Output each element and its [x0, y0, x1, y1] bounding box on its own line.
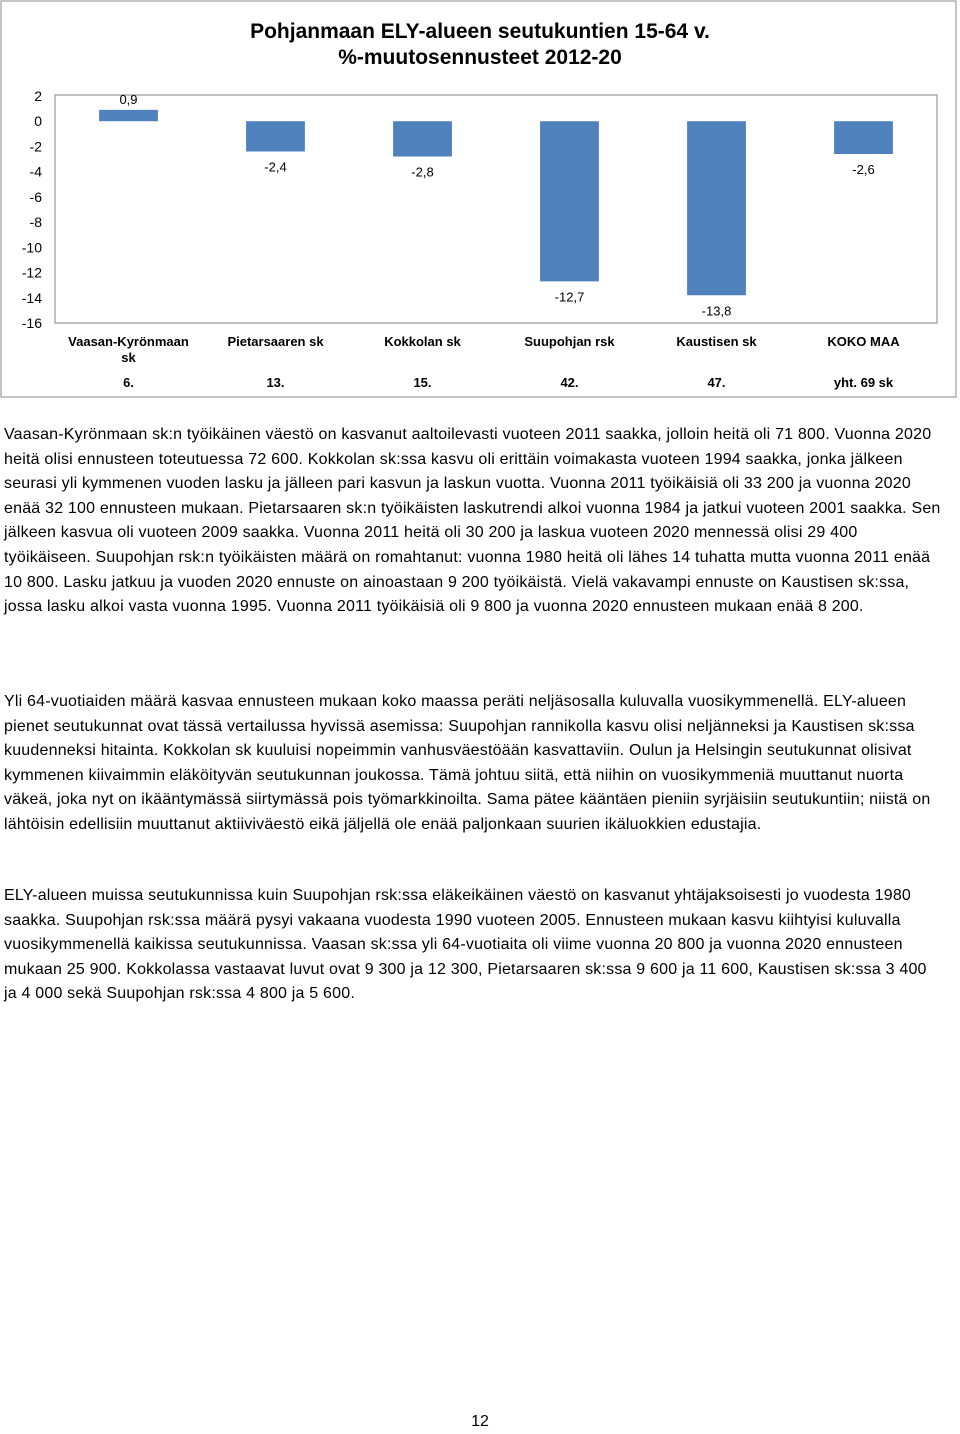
- data-label: 0,9: [119, 91, 138, 107]
- y-tick-label: -4: [29, 163, 42, 180]
- data-label: -2,8: [411, 164, 434, 180]
- paragraph-retirement-age: [4, 884, 944, 1007]
- paragraph-over-64: [4, 690, 944, 838]
- chart-subtitle: %-muutosennusteet 2012-20: [338, 46, 622, 69]
- y-tick-label: -6: [29, 188, 42, 205]
- category-label: Pietarsaaren sk: [227, 334, 324, 349]
- chart-title: Pohjanmaan ELY-alueen seutukuntien 15-64 v.: [250, 20, 710, 43]
- data-label: -13,8: [701, 303, 732, 319]
- page-number: 12: [471, 1413, 489, 1430]
- y-tick-label: 2: [34, 88, 42, 104]
- data-label: -12,7: [554, 289, 585, 305]
- paragraph-working-age: [4, 423, 944, 620]
- y-tick-label: 0: [34, 113, 42, 130]
- data-label: -2,4: [264, 159, 287, 175]
- y-tick-label: -16: [21, 315, 42, 331]
- bar: [99, 110, 158, 121]
- y-tick-label: -2: [29, 138, 42, 155]
- rank-label: 47.: [707, 375, 726, 390]
- rank-label: 6.: [123, 375, 134, 390]
- bar: [393, 121, 452, 156]
- rank-label: yht. 69 sk: [833, 375, 894, 390]
- rank-label: 13.: [266, 375, 285, 390]
- bar: [834, 121, 893, 154]
- paragraph-text: ELY-alueen muissa seutukunnissa kuin Suupohjan rsk:ssa eläkeikäinen väestö on kasvanut yhtäjaksoisesti jo vuodesta 1980 saakka. Suupohjan rsk:ssa määrä pysyi vakaana vuodesta 1990 vuoteen 2005. Ennusteen mukaan kasvu kiihtyisi kuluvalla vuosikymmenellä kaikissa seutukunnissa. Vaasan sk:ssa yli 64-vuotiaita oli viime vuonna 20 800 ja vuonna 2020 ennusteen mukaan 25 900. Kokkolassa vastaavat luvut ovat 9 300 ja 12 300, Pietarsaaren sk:ssa 9 600 ja 11 600, Kaustisen sk:ssa 3 400 ja 4 000 sekä Suupohjan rsk:ssa 4 800 ja 5 600.: [4, 887, 927, 1003]
- paragraph-text: Yli 64-vuotiaiden määrä kasvaa ennusteen mukaan koko maassa peräti neljäsosalla kuluvalla vuosikymmenellä. ELY-alueen pienet seutukunnat ovat tässä vertailussa hyvissä asemissa: Suupohjan rannikolla kasvu olisi neljänneksi ja Kaustisen sk:ssa kuudenneksi hitainta. Kokkolan sk kuuluisi nopeimmin vanhusväestöään kasvattaviin. Oulun ja Helsingin seutukunnat olisivat kymmenen kiivaimmin eläköityvän seutukunnan joukossa. Tämä johtuu siitä, että niihin on vuosikymmeniä muuttanut nuorta väkeä, joka nyt on ikääntymässä siirtymässä pois työmarkkinoilta. Sama pätee kääntäen pieniin syrjäisiin seutukuntiin; niistä on lähtöisin edellisiin muuttanut aktiiviväestö eikä jäljellä ole enää paljonkaan suurien ikäluokkien edustajia.: [4, 693, 931, 833]
- rank-label: 15.: [413, 375, 432, 390]
- rank-label: 42.: [560, 375, 579, 390]
- bar: [687, 121, 746, 295]
- paragraph-text: Vaasan-Kyrönmaan sk:n työikäinen väestö on kasvanut aaltoilevasti vuoteen 2011 saakka, jolloin heitä oli 71 800. Vuonna 2020 heitä olisi ennusteen toteutuessa 72 600. Kokkolan sk:ssa kasvu oli erittäin voimakasta vuoteen 1994 saakka, jonka jälkeen seurasi yli kymmenen vuoden lasku ja jälleen pari kasvun ja laskun vuotta. Vuonna 2011 työikäisiä oli 33 200 ja vuonna 2020 enää 32 100 ennusteen mukaan. Pietarsaaren sk:n työikäisten laskutrendi alkoi vuonna 1984 ja jatkui vuoteen 2001 saakka. Sen jälkeen kasvua oli vuoteen 2009 saakka. Vuonna 2011 heitä oli 30 200 ja laskua vuoteen 2020 mennessä olisi 29 400 työikäiseen. Suupohjan rsk:n työikäisten määrä on romahtanut: vuonna 1980 heitä oli lähes 14 tuhatta mutta vuonna 2011 enää 10 800. Lasku jatkuu ja vuoden 2020 ennuste on ainoastaan 9 200 työikäistä. Vielä vakavampi ennuste on Kaustisen sk:ssa, jossa lasku alkoi vasta vuonna 1995. Vuonna 2011 työikäisiä oli 9 800 ja vuonna 2020 ennusteen mukaan enää 8 200.: [4, 426, 941, 616]
- category-label-line: sk: [121, 350, 136, 365]
- category-label: Kokkolan sk: [384, 334, 461, 349]
- category-label: Kaustisen sk: [676, 334, 757, 349]
- category-label-line: Vaasan-Kyrönmaan: [68, 334, 189, 349]
- bar: [540, 121, 599, 281]
- bar: [246, 121, 305, 151]
- y-tick-label: -10: [21, 239, 42, 256]
- y-tick-label: -8: [29, 214, 42, 231]
- y-tick-label: -12: [21, 264, 42, 281]
- y-tick-label: -14: [21, 289, 42, 306]
- category-label: KOKO MAA: [827, 334, 900, 349]
- category-label: Suupohjan rsk: [524, 334, 615, 349]
- data-label: -2,6: [852, 162, 875, 178]
